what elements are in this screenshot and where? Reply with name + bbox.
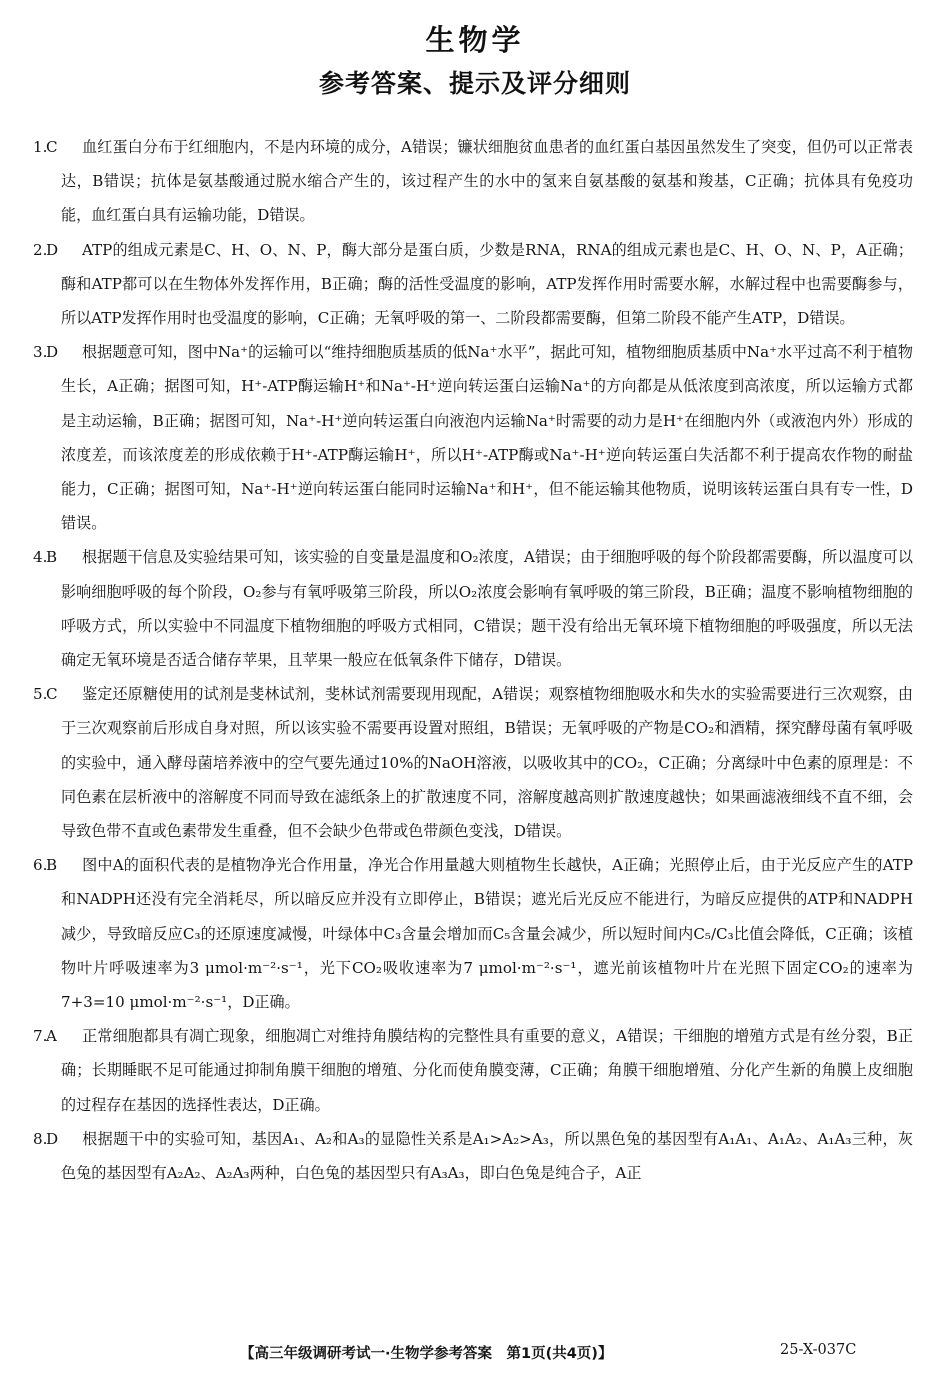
answer-letter: B [46,856,58,875]
explanation-text: 鉴定还原糖使用的试剂是斐林试剂，斐林试剂需要现用现配，A错误；观察植物细胞吸水和失水的实验需要进行三次观察，由于三次观察前后形成自身对照，所以该实验不需要再设置对照组，B错误；无氧呼吸的产物是CO₂和酒精，探究酵母菌有氧呼吸的实验中，通入酵母菌培养液中的空气要先通过10%的NaOH溶液，以吸收其中的CO₂，C正确；分离绿叶中色素的原理是：不同色素在层析液中的溶解度不同而导致在滤纸条上的扩散速度不同，溶解度越高则扩散速度越快；如果画滤液细线不直不细，会导致色带不直或色素带发生重叠，但不会缺少色带或色带颜色变浅，D错误。 [61,685,913,841]
question-number: 8. [33,1129,48,1148]
answer-letter: D [46,240,59,259]
answer-letter: C [46,685,58,704]
question-number: 1. [33,138,48,156]
page-subtitle: 参考答案、提示及评分细则 [318,69,631,98]
answer-item [33,335,913,540]
answer-item [33,848,913,1019]
answer-letter: D [46,1129,59,1148]
answer-item [33,540,913,677]
question-number: 5. [33,685,48,704]
question-number: 6. [33,856,48,875]
document-code: 25-X-037C [780,1342,857,1358]
explanation-text: 根据题干信息及实验结果可知，该实验的自变量是温度和O₂浓度，A错误；由于细胞呼吸的每个阶段都需要酶，所以温度可以影响细胞呼吸的每个阶段，O₂参与有氧呼吸第三阶段，所以O₂浓度会影响有氧呼吸的第三阶段，B正确；温度不影响植物细胞的呼吸方式，所以实验中不同温度下植物细胞的呼吸方式相同，C错误；题干没有给出无氧环境下植物细胞的呼吸强度，所以无法确定无氧环境是否适合储存苹果，且苹果一般应在低氧条件下储存，D错误。 [61,548,913,670]
explanation-text: ATP的组成元素是C、H、O、N、P，酶大部分是蛋白质，少数是RNA，RNA的组成元素也是C、H、O、N、P，A正确；酶和ATP都可以在生物体外发挥作用，B正确；酶的活性受温度的影响，ATP发挥作用时需要水解，水解过程中也需要酶参与，所以ATP发挥作用时也受温度的影响，C正确；无氧呼吸的第一、二阶段都需要酶，但第二阶段不能产生ATP，D错误。 [61,240,913,328]
explanation-text: 根据题干中的实验可知，基因A₁、A₂和A₃的显隐性关系是A₁>A₂>A₃，所以黑色兔的基因型有A₁A₁、A₁A₂、A₁A₃三种，灰色兔的基因型有A₂A₂、A₂A₃两种，白色兔的基因型只有A₃A₃，即白色兔是纯合子，A正 [61,1129,913,1183]
explanation-text: 图中A的面积代表的是植物净光合作用量，净光合作用量越大则植物生长越快，A正确；光照停止后，由于光反应产生的ATP和NADPH还没有完全消耗尽，所以暗反应并没有立即停止，B错误；遮光后光反应不能进行，为暗反应提供的ATP和NADPH减少，导致暗反应C₃的还原速度减慢，叶绿体中C₃含量会增加而C₅含量会减少，所以短时间内C₅/C₃比值会降低，C正确；该植物叶片呼吸速率为3 μmol·m⁻²·s⁻¹，光下CO₂吸收速率为7 μmol·m⁻²·s⁻¹，遮光前该植物叶片在光照下固定CO₂的速率为7+3=10 μmol·m⁻²·s⁻¹，D正确。 [61,856,913,1012]
explanation-text: 血红蛋白分布于红细胞内，不是内环境的成分，A错误；镰状细胞贫血患者的血红蛋白基因虽然发生了突变，但仍可以正常表达，B错误；抗体是氨基酸通过脱水缩合产生的，该过程产生的水中的氢来自氨基酸的氨基和羧基，C正确；抗体具有免疫功能，血红蛋白具有运输功能，D错误。 [61,138,913,225]
answer-item [33,1019,913,1122]
answer-item [33,677,913,848]
answer-letter: C [46,138,58,156]
answer-list [33,130,913,1190]
question-number: 7. [33,1027,48,1046]
page-title: 生物学 [425,23,525,57]
answer-letter: A [46,1027,57,1046]
footer-text: 【高三年级调研考试一·生物学参考答案 第1页(共4页)】 [240,1346,613,1362]
answer-letter: B [46,548,58,567]
answer-letter: D [46,343,59,362]
explanation-text: 根据题意可知，图中Na⁺的运输可以“维持细胞质基质的低Na⁺水平”，据此可知，植物细胞质基质中Na⁺水平过高不利于植物生长，A正确；据图可知，H⁺-ATP酶运输H⁺和Na⁺-H⁺逆向转运蛋白运输Na⁺的方向都是从低浓度到高浓度，所以运输方式都是主动运输，B正确；据图可知，Na⁺-H⁺逆向转运蛋白向液泡内运输Na⁺时需要的动力是H⁺在细胞内外（或液泡内外）形成的浓度差，而该浓度差的形成依赖于H⁺-ATP酶运输H⁺，所以H⁺-ATP酶或Na⁺-H⁺逆向转运蛋白失活都不利于提高农作物的耐盐能力，C正确；据图可知，Na⁺-H⁺逆向转运蛋白能同时运输Na⁺和H⁺，但不能运输其他物质，说明该转运蛋白具有专一性，D错误。 [61,343,913,533]
answer-item [33,233,913,336]
question-number: 3. [33,343,48,362]
explanation-text: 正常细胞都具有凋亡现象，细胞凋亡对维持角膜结构的完整性具有重要的意义，A错误；干细胞的增殖方式是有丝分裂，B正确；长期睡眠不足可能通过抑制角膜干细胞的增殖、分化而使角膜变薄，C正确；角膜干细胞增殖、分化产生新的角膜上皮细胞的过程存在基因的选择性表达，D正确。 [61,1027,913,1114]
question-number: 4. [33,548,48,567]
question-number: 2. [33,240,48,259]
answer-item [33,130,913,233]
answer-item [33,1122,913,1190]
